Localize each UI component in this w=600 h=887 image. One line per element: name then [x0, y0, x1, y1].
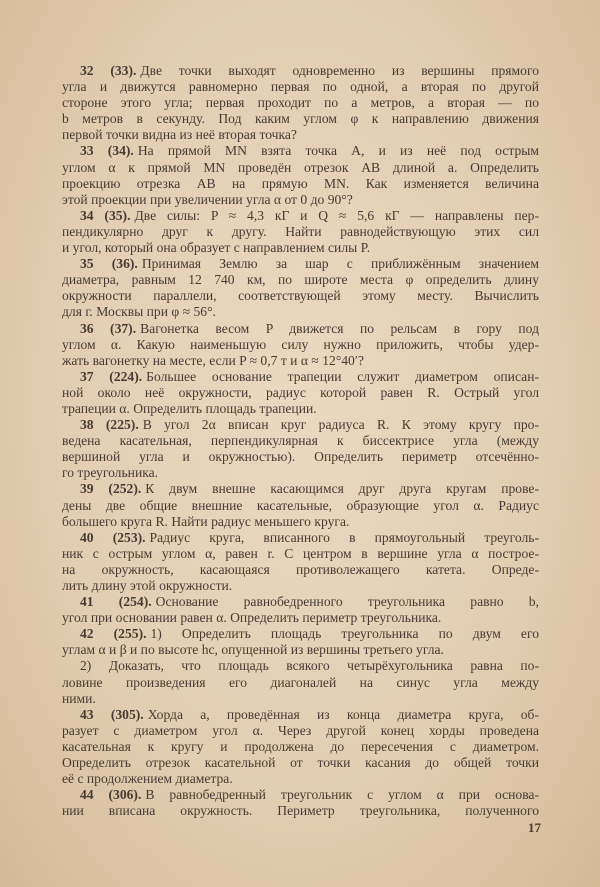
line-text: угла и движутся равномерно первая по одной, а вторая по другой	[62, 79, 539, 95]
text-line	[62, 594, 539, 610]
line-text: пендикулярно друг к другу. Найти равнодействующую этих сил	[62, 223, 539, 239]
line-text: В угол 2α вписан круг радиуса R. К этому кругу про-	[142, 417, 539, 433]
text-line	[62, 642, 539, 658]
line-text: Большее основание трапеции служит диаметром описан-	[146, 368, 539, 384]
text-line	[62, 514, 539, 530]
line-text: Две силы: P ≈ 4,3 кГ и Q ≈ 5,6 кГ — направлены пер-	[134, 207, 539, 223]
text-line	[62, 160, 539, 176]
line-text: её с продолжением диаметра.	[62, 771, 233, 787]
problem-number: 32 (33).	[80, 63, 137, 78]
line-text: 1) Определить площадь треугольника по двум его	[150, 626, 539, 642]
line-text: нии вписана окружность. Периметр треугольника, полученного	[62, 803, 539, 819]
line-text: ними.	[62, 690, 96, 706]
text-line	[62, 562, 539, 578]
line-text: го треугольника.	[62, 465, 159, 481]
line-text: К двум внешне касающимся друг друга кругам прове-	[145, 481, 539, 497]
line-text: разует с диаметром угол α. Через другой конец хорды проведена	[62, 722, 539, 738]
line-text: на окружность, касающаяся противолежащего катета. Опреде-	[62, 561, 539, 577]
problem-number: 38 (225).	[80, 417, 139, 433]
text-line	[62, 240, 539, 256]
text-line	[62, 127, 539, 143]
problem-number: 34 (35).	[80, 207, 131, 223]
page-number: 17	[528, 820, 541, 835]
problem-paragraph	[62, 707, 539, 787]
line-text: этой проекции при увеличении угла α от 0 до 90°?	[62, 191, 353, 207]
problem-paragraph	[62, 530, 539, 594]
line-text: жать вагонетку на месте, если P ≈ 0,7 т и α ≈ 12°40′?	[62, 352, 364, 368]
problem-paragraph	[62, 256, 539, 320]
line-text: 2) Доказать, что площадь всякого четырёхугольника равна по-	[80, 658, 539, 674]
text-line	[62, 256, 539, 272]
text-line	[62, 111, 539, 127]
line-text: ник с острым углом α, равен r. С центром в вершине угла α построе-	[62, 545, 539, 561]
line-text: Две точки выходят одновременно из вершины прямого	[140, 63, 539, 78]
line-text: вершиной угла и окружностью). Определить периметр отсечённо-	[62, 449, 539, 465]
line-text: Хорда a, проведённая из конца диаметра круга, об-	[147, 706, 539, 722]
problem-paragraph	[62, 594, 539, 626]
problem-number: 36 (37).	[80, 320, 137, 336]
line-text: касательная к кругу и продолжена до пересечения с диаметром.	[62, 738, 539, 754]
text-line	[62, 626, 539, 642]
text-line	[62, 337, 539, 353]
text-line	[62, 723, 539, 739]
problem-number: 42 (255).	[80, 626, 147, 642]
text-line	[62, 369, 539, 385]
line-text: углом α к прямой MN проведён отрезок AB длиной a. Определить	[62, 159, 539, 175]
line-text: Основание равнобедренного треугольника равно b,	[155, 594, 539, 610]
problem-number: 39 (252).	[80, 481, 142, 497]
text-line	[62, 771, 539, 787]
problem-paragraph	[62, 208, 539, 256]
line-text: ловине произведения его диагоналей на синус угла между	[62, 674, 539, 690]
text-line	[62, 658, 539, 674]
problem-paragraph	[62, 787, 539, 819]
problem-number: 43 (305).	[80, 706, 144, 722]
line-text: угол при основании равен α. Определить периметр треугольника.	[62, 610, 442, 626]
problem-paragraph	[62, 369, 539, 417]
text-line	[62, 530, 539, 546]
text-line	[62, 288, 539, 304]
line-text: первой точки видна из неё вторая точка?	[62, 127, 297, 143]
text-line	[62, 208, 539, 224]
line-text: ной около неё окружности, радиус которой равен R. Острый угол	[62, 384, 539, 400]
line-text: На прямой MN взята точка A, и из неё под острым	[137, 143, 539, 159]
text-line	[62, 546, 539, 562]
line-text: Принимая Землю за шар с приближённым значением	[141, 256, 539, 272]
line-text: дены две общие внешние касательные, образующие угол α. Радиус	[62, 497, 539, 513]
line-text: диаметра, равным 12 740 км, по широте места φ определить длину	[62, 272, 539, 288]
problem-paragraph	[62, 626, 539, 658]
book-page-text	[62, 63, 539, 819]
line-text: В равнобедренный треугольник с углом α при основа-	[145, 787, 539, 803]
problem-number: 37 (224).	[80, 368, 143, 384]
problem-number: 41 (254).	[80, 594, 152, 610]
text-line	[62, 95, 539, 111]
line-text: углом α. Какую наименьшую силу нужно приложить, чтобы удер-	[62, 336, 539, 352]
line-text: для г. Москвы при φ ≈ 56°.	[62, 304, 216, 320]
line-text: углам α и β и по высоте hc, опущенной из вершины третьего угла.	[62, 642, 444, 658]
problem-paragraph	[62, 481, 539, 529]
text-line	[62, 449, 539, 465]
text-line	[62, 691, 539, 707]
line-text: трапеции α. Определить площадь трапеции.	[62, 400, 317, 416]
text-line	[62, 433, 539, 449]
problem-paragraph	[62, 63, 539, 143]
line-text: окружности параллели, соответствующей этому месту. Вычислить	[62, 288, 539, 304]
problem-paragraph	[62, 658, 539, 706]
text-line	[62, 353, 539, 369]
text-line	[62, 176, 539, 192]
text-line	[62, 401, 539, 417]
problem-paragraph	[62, 143, 539, 207]
problem-paragraph	[62, 417, 539, 481]
line-text: Вагонетка весом P движется по рельсам в гору под	[140, 320, 539, 336]
problem-number: 35 (36).	[80, 256, 138, 272]
text-line	[62, 143, 539, 159]
text-line	[62, 755, 539, 771]
text-line	[62, 321, 539, 337]
line-text: Определить отрезок касательной от точки касания до общей точки	[62, 755, 539, 771]
text-line	[62, 272, 539, 288]
line-text: проекцию отрезка AB на прямую MN. Как изменяется величина	[62, 175, 539, 191]
text-line	[62, 304, 539, 320]
text-line	[62, 739, 539, 755]
problem-number: 40 (253).	[80, 529, 146, 545]
text-line	[62, 707, 539, 723]
text-line	[62, 224, 539, 240]
line-text: b метров в секунду. Под каким углом φ к направлению движения	[62, 111, 539, 127]
text-line	[62, 79, 539, 95]
text-line	[62, 481, 539, 497]
text-line	[62, 192, 539, 208]
line-text: стороне этого угла; первая проходит по a метров, а вторая — по	[62, 95, 539, 111]
text-line	[62, 385, 539, 401]
text-line	[62, 498, 539, 514]
line-text: Радиус круга, вписанного в прямоугольный треуголь-	[149, 529, 539, 545]
line-text: ведена касательная, перпендикулярная к биссектрисе угла (между	[62, 433, 539, 449]
problem-number: 33 (34).	[80, 143, 134, 159]
problem-paragraph	[62, 321, 539, 369]
line-text: большего круга R. Найти радиус меньшего круга.	[62, 513, 350, 529]
text-line	[62, 578, 539, 594]
line-text: лить длину этой окружности.	[62, 578, 233, 593]
text-line	[62, 803, 539, 819]
text-line	[62, 675, 539, 691]
text-line	[62, 787, 539, 803]
text-line	[62, 465, 539, 481]
text-line	[62, 610, 539, 626]
line-text: и угол, который она образует с направлением силы P.	[62, 240, 371, 256]
problem-number: 44 (306).	[80, 787, 142, 803]
text-line	[62, 417, 539, 433]
text-line	[62, 63, 539, 79]
